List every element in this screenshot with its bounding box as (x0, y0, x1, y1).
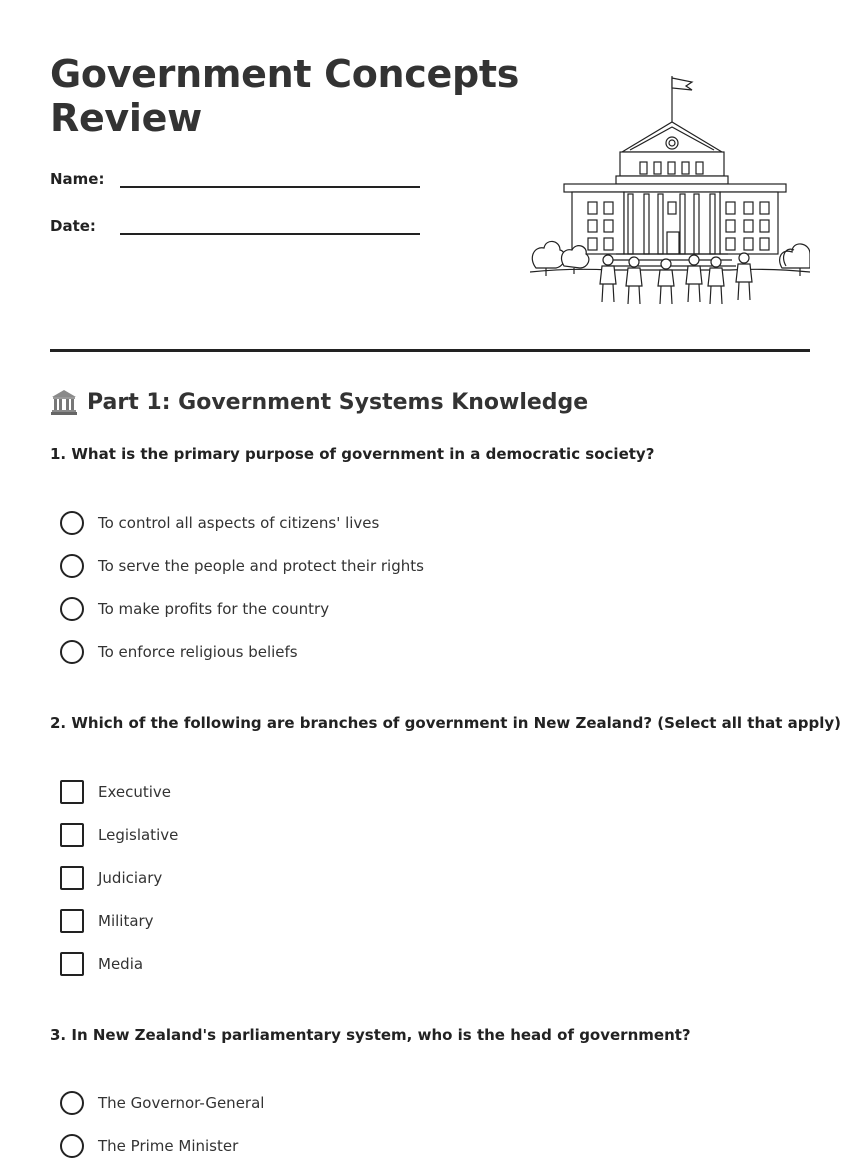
name-input-line[interactable] (120, 164, 420, 188)
option-label: The Governor-General (98, 1094, 265, 1112)
radio-button[interactable] (60, 1134, 84, 1158)
q1-option-2[interactable] (60, 554, 424, 578)
q1-option-4[interactable] (60, 640, 298, 664)
option-label: To control all aspects of citizens' lives (98, 514, 380, 532)
option-label: Judiciary (98, 869, 163, 887)
worksheet-header (50, 52, 810, 312)
option-label: The Prime Minister (98, 1137, 239, 1155)
section-title-text: Part 1: Government Systems Knowledge (87, 389, 589, 415)
q1-option-3[interactable] (60, 597, 329, 621)
worksheet-title: Government Concepts Review (50, 52, 520, 140)
radio-button[interactable] (60, 511, 84, 535)
section-title-part-1 (50, 388, 588, 416)
q3-option-1[interactable] (60, 1091, 264, 1115)
checkbox[interactable] (60, 866, 84, 890)
q2-option-1[interactable] (60, 780, 171, 804)
name-field (50, 164, 420, 188)
checkbox[interactable] (60, 780, 84, 804)
option-label: To make profits for the country (98, 600, 330, 618)
q2-option-5[interactable] (60, 952, 143, 976)
q3-option-2[interactable] (60, 1134, 238, 1158)
name-label: Name: (50, 170, 105, 188)
option-label: Legislative (98, 826, 179, 844)
option-label: Executive (98, 783, 172, 801)
radio-button[interactable] (60, 1091, 84, 1115)
date-field (50, 211, 420, 235)
checkbox[interactable] (60, 909, 84, 933)
q2-option-3[interactable] (60, 866, 162, 890)
radio-button[interactable] (60, 554, 84, 578)
checkbox[interactable] (60, 823, 84, 847)
parliament-building-illustration (530, 72, 810, 312)
option-label: Military (98, 912, 154, 930)
question-3: 3. In New Zealand's parliamentary system, who is the head of government? (50, 1026, 691, 1044)
question-2: 2. Which of the following are branches of government in New Zealand? (Select all that apply) (50, 714, 842, 732)
question-1: 1. What is the primary purpose of government in a democratic society? (50, 445, 655, 463)
option-label: To serve the people and protect their rights (98, 557, 424, 575)
q2-option-2[interactable] (60, 823, 178, 847)
option-label: To enforce religious beliefs (98, 643, 298, 661)
classical-building-icon (50, 388, 78, 416)
radio-button[interactable] (60, 640, 84, 664)
q1-option-1[interactable] (60, 511, 379, 535)
header-divider (50, 349, 810, 352)
radio-button[interactable] (60, 597, 84, 621)
option-label: Media (98, 955, 144, 973)
checkbox[interactable] (60, 952, 84, 976)
date-input-line[interactable] (120, 211, 420, 235)
date-label: Date: (50, 217, 96, 235)
q2-option-4[interactable] (60, 909, 154, 933)
